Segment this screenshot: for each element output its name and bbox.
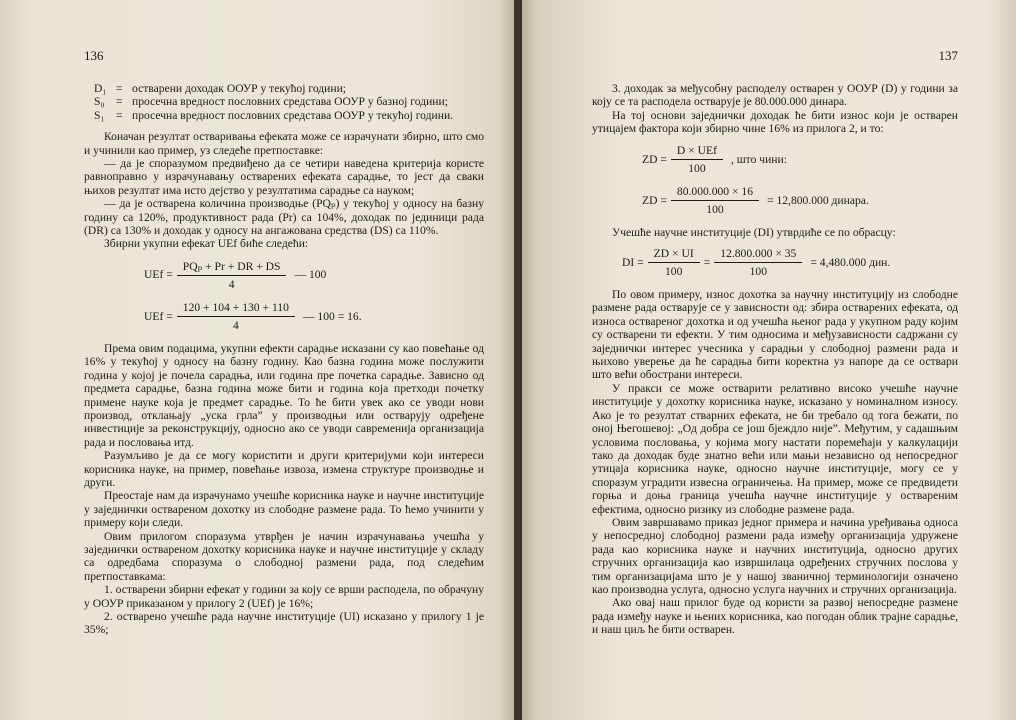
paragraph: — да је остварена количина производње (PQₚ) у текућој у односу на базну годину са 120%, продуктивност рада (Pr) са 104%, доходак по јединици рада (DR) са 130% и доходак у односу на ангажована средства (DS) са 110%.	[84, 197, 484, 238]
paragraph: Коначан резултат остваривања ефеката може се израчунати збирно, што смо и учинили као пример, уз следеће претпоставке:	[84, 130, 484, 157]
formula-tail: , што чини:	[730, 152, 787, 166]
formula	[144, 301, 484, 332]
page-number: 137	[938, 48, 958, 63]
list-item: 1. остварени збирни ефекат у години за коју се врши расподела, по обрачуну у ООУР приказаном у прилогу 2 (UEf) је 16%;	[84, 583, 484, 610]
fraction	[671, 144, 723, 175]
formula-tail: = 4,480.000 дин.	[810, 256, 891, 270]
definition-text: просечна вредност пословних средстава ООУР у текућој години.	[132, 108, 454, 122]
definition-row	[94, 82, 484, 95]
paragraph: Ако овај наш прилог буде од користи за развој непосредне размене рада између науке и њених корисника, као погодан облик трајне сарадње, и наш циљ ће бити остварен.	[592, 596, 958, 637]
formula-lhs: DI =	[622, 256, 644, 270]
fraction	[671, 185, 759, 216]
definition-symbol: S₁	[94, 108, 105, 122]
fraction	[714, 247, 802, 278]
fraction	[648, 247, 700, 278]
book-gutter	[514, 0, 522, 720]
fraction	[177, 301, 295, 332]
paragraph: Према овим подацима, укупни ефекти сарадње исказани су као повећање од 16% у текућој у односу на базну годину. Као базна година може послужити година у којој је почела сарадња, или година пре почетка сарадње. Зависно од предмета сарадње, базна година може бити и година која претходи почетку примене науке која је предмет сарадње. То ће бити увек ако се уводи нови производ, отклањају „уска грла” у производњи или остварују одређене инвестиције за реконструкцију, односно ако се уводи савремениja организација рада и пословања итд.	[84, 341, 484, 449]
equals-sign: =	[116, 82, 123, 95]
paragraph: Учешће научне институције (DI) утврдиће се по обрасцу:	[612, 225, 896, 239]
paragraph: Разумљиво је да се могу користити и други критеријуми који интереси корисника науке, на пример, повећање извоза, измена структуре производње и други.	[84, 449, 484, 489]
fraction-numerator: 80.000.000 × 16	[671, 185, 759, 201]
equals-sign: =	[703, 256, 711, 270]
formula	[622, 247, 958, 278]
formula	[642, 185, 958, 216]
paragraph: У пракси се може остварити релативно високо учешће научне институције у дохотку корисника науке, исказано у номиналном износу. Ако је то резултат стварних ефеката, не би требало од тога бежати, по оној Његошевој: „Од добра се још бјеждло није”. Међутим, у садашњим условима пословања, у којима могу настати поремећаји у калкулацији тако да доходак буде знатно већи или мањи независно од непосредног утицаја корисника науке, односно научне институције, могу се у споразум уградити извесна ограничења. На пример, може се предвидети горња и доња граница учешћа научне институције у оствареним ефектима, односно ризику из слободне размене рада.	[592, 381, 958, 516]
fraction-numerator: 120 + 104 + 130 + 110	[177, 301, 295, 317]
fraction-numerator: 12.800.000 × 35	[714, 247, 802, 263]
formula-tail: — 100 = 16.	[302, 309, 362, 323]
formula	[642, 144, 958, 175]
fraction	[177, 259, 287, 291]
formula-tail: — 100	[294, 268, 327, 282]
list-item: 2. остварено учешће рада научне институције (UI) исказано у прилогу 1 је 35%;	[84, 610, 484, 637]
paragraph: По овом примеру, износ дохотка за научну институцију из слободне размене рада остварује се у зависности од: збира остварених ефеката, од износа оствареног дохотка и од учешћа њеног рада у укупном раду којим су остварени ти ефекти. У тим односима и међузависности садржани су заједнички интерес учесника у сарадњи у слободној размени рада и њихово уверење да ће сарадња бити коректна уз напоре да се оствари што већи обострани интереси.	[592, 288, 958, 382]
fraction-denominator: 100	[664, 265, 683, 279]
paragraph: Збирни укупни ефекат UEf биће следећи:	[104, 237, 309, 251]
formula-lhs: UEf =	[144, 309, 173, 323]
fraction-denominator: 100	[688, 161, 706, 175]
fraction-denominator: 100	[706, 202, 724, 216]
equals-sign: =	[116, 108, 123, 122]
formula	[144, 259, 484, 291]
fraction-numerator: PQₚ + Pr + DR + DS	[177, 259, 287, 276]
fraction-denominator: 4	[228, 277, 235, 291]
fraction-numerator: ZD × UI	[648, 247, 700, 263]
definition-row	[94, 109, 484, 122]
equals-sign: =	[116, 95, 123, 109]
formula-lhs: UEf =	[144, 268, 173, 282]
paragraph: — да је споразумом предвиђено да се четири наведена критерија користе равноправно у израчунавању остварених ефеката сарадње, то јест да сваки њихов резултат има исто дејство у резултатима сарадње са науком;	[84, 157, 484, 197]
fraction-numerator: D × UEf	[671, 144, 723, 160]
definition-row	[94, 95, 484, 108]
definition-text: остварени доходак ООУР у текућој години;	[132, 82, 347, 95]
paragraph: Преостаје нам да израчунамо учешће корисника науке и научне институције у заједнички оствареном дохотку из слободне размене рада. То ћемо учинити у примеру који следи.	[84, 489, 484, 530]
definition-symbol: D₁	[94, 82, 107, 95]
fraction-denominator: 4	[232, 318, 239, 332]
page-number: 136	[84, 48, 104, 63]
paragraph: Овим завршавамо приказ једног примера и начина уређивања односа у непосредној слободној размени рада између организација удружене рада као корисника науке и научних институција, односно других стручних организација као извршилаца одређених стручних послова у тим организацијама што је у нашој званичној терминологији означено као производна услуга, односно услуга научних и стручних организација.	[592, 515, 958, 596]
paragraph: На тој основи заједнички доходак ће бити износ који је остварен утицајем фактора који збирно чине 16% из прилога 2, и то:	[592, 108, 958, 136]
fraction-denominator: 100	[749, 265, 767, 279]
right-page	[522, 0, 1016, 720]
formula-lhs: ZD =	[642, 193, 667, 207]
definition-symbol: S₀	[94, 95, 105, 109]
formula-lhs: ZD =	[642, 152, 667, 166]
definitions-list	[94, 82, 484, 122]
list-item: 3. доходак за међусобну расподелу остварен у ООУР (D) у години за коју се та расподела остварује је 80.000.000 динара.	[592, 82, 958, 109]
paragraph: Овим прилогом споразума утврђен је начин израчунавања учешћа у заједнички оствареном дохотку корисника науке и научне институције у складу са одредбама споразума о слободној размени рада, под следећим претпоставкама:	[84, 529, 484, 583]
definition-text: просечна вредност пословних средстава ООУР у базној години;	[132, 95, 448, 109]
formula-tail: = 12,800.000 динара.	[767, 193, 869, 207]
